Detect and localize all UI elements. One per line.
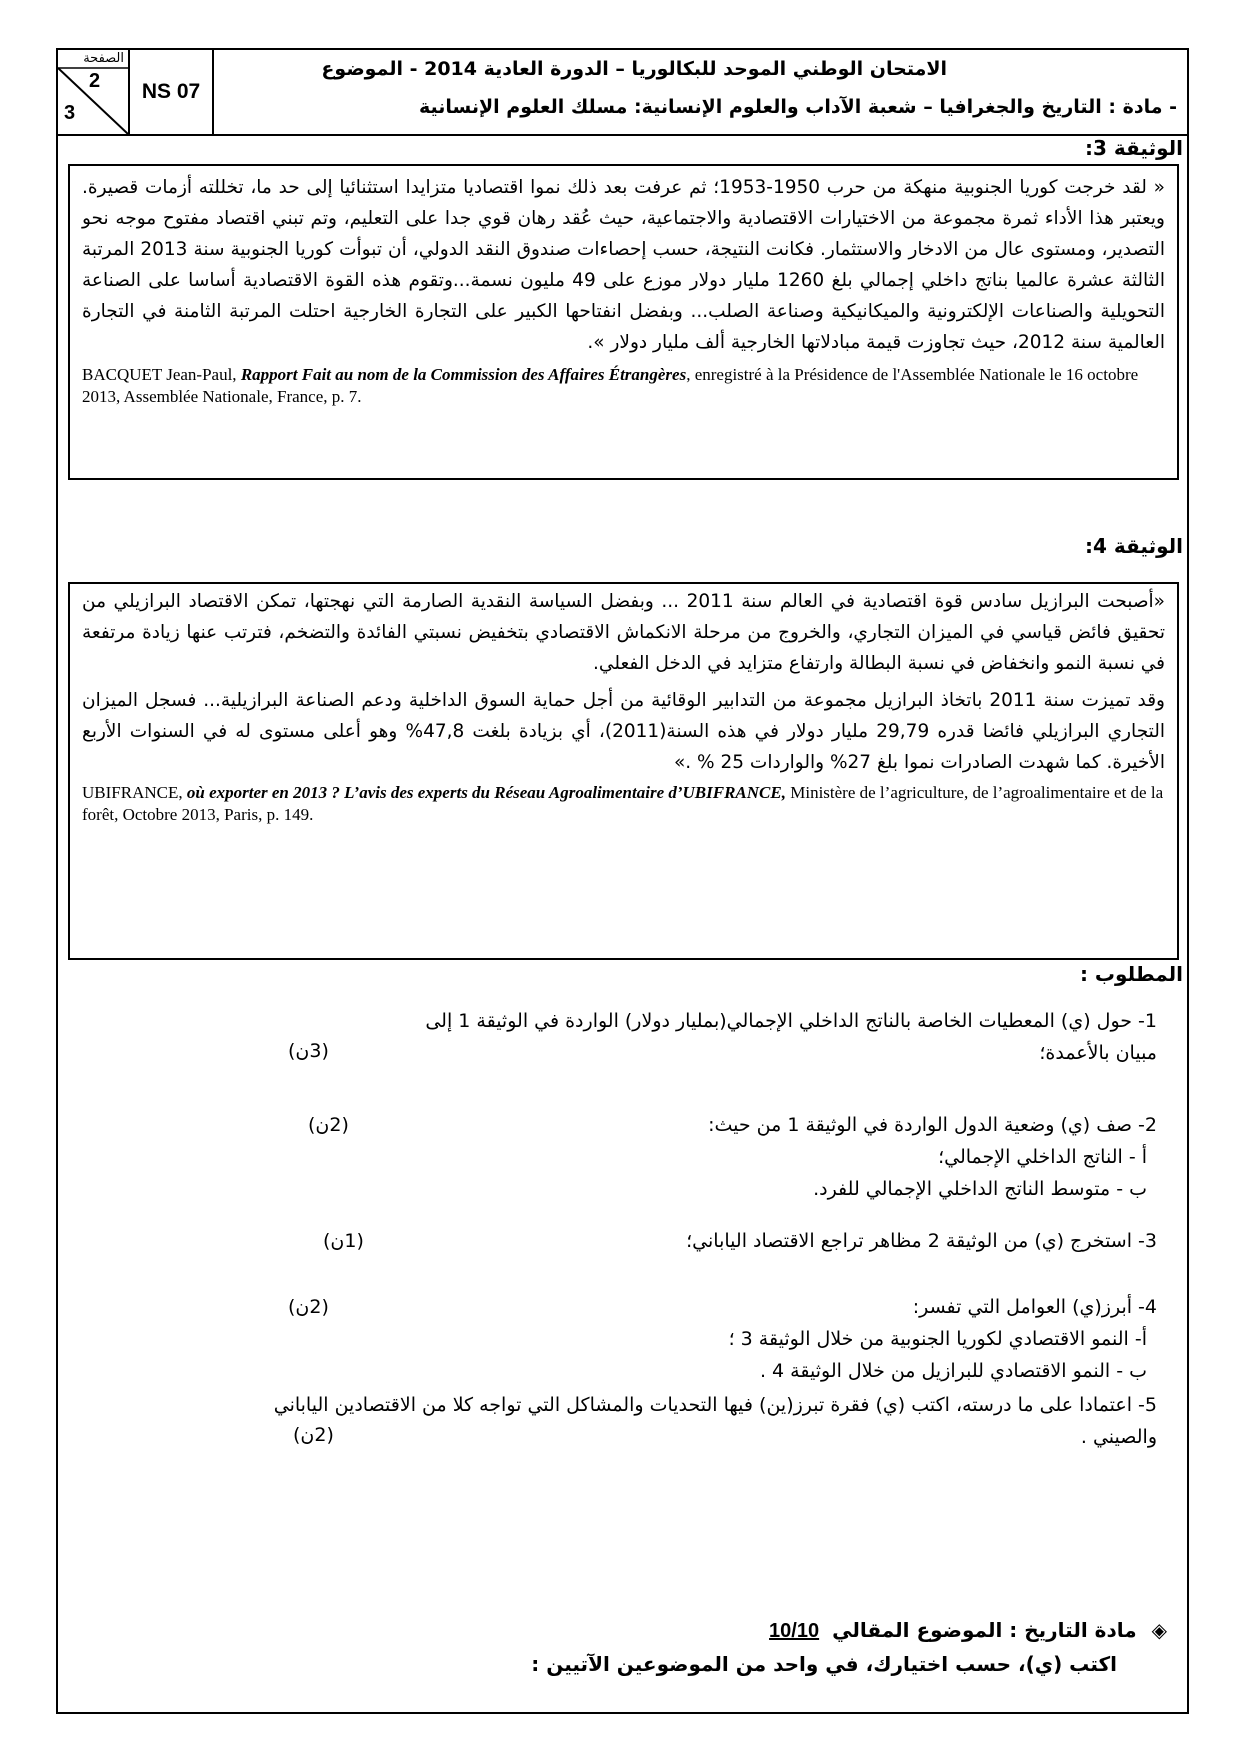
doc4-label: الوثيقة 4:: [1085, 534, 1183, 558]
question-5-line2: والصيني .: [1080, 1426, 1157, 1448]
question-2-b: ب - متوسط الناتج الداخلي الإجمالي للفرد.: [813, 1178, 1147, 1200]
page-number: 2: [89, 70, 101, 92]
essay-instruction: اكتب (ي)، حسب اختيارك، في واحد من الموضوعين الآتيين :: [531, 1652, 1117, 1676]
page-label: الصفحة: [83, 51, 124, 66]
doc4-para2: وقد تميزت سنة 2011 باتخاذ البرازيل مجموعة من التدابير الوقائية من أجل حماية السوق الداخلية ودعم الصناعة البرازيلية... فسجل الميزان التجاري البرازيلي فائضا قدره 29,79 مليار دولار في هذه السنة(2011)، أي بزيادة بلغت 47,8% وهو أعلى مستوى له في السنوات الأربع الأخيرة. كما شهدت الصادرات نموا بلغ 27% والواردات 25 % .»: [82, 690, 1165, 773]
doc3-source-title: Rapport Fait au nom de la Commission des Affaires Étrangères: [240, 365, 687, 384]
question-4-b: ب - النمو الاقتصادي للبرازيل من خلال الوثيقة 4 .: [759, 1360, 1147, 1382]
doc4-source-author: UBIFRANCE,: [82, 783, 183, 802]
exam-title: الامتحان الوطني الموحد للبكالوريا – الدورة العادية 2014 - الموضوع: [321, 58, 947, 80]
doc3-source-author: BACQUET Jean-Paul,: [82, 365, 237, 384]
question-4-points: (2ن): [288, 1296, 329, 1318]
question-3-points: (1ن): [323, 1230, 364, 1252]
history-essay-score: 10/10: [769, 1620, 820, 1642]
doc3-box: [68, 164, 1179, 480]
question-1-line1: 1- حول (ي) المعطيات الخاصة بالناتج الداخلي الإجمالي(بمليار دولار) الواردة في الوثيقة 1 إلى: [425, 1010, 1157, 1032]
question-2-a: أ - الناتج الداخلي الإجمالي؛: [938, 1146, 1147, 1168]
question-2: 2- صف (ي) وضعية الدول الواردة في الوثيقة 1 من حيث:: [708, 1114, 1157, 1136]
page-number-box: [58, 50, 130, 134]
required-label: المطلوب :: [1079, 962, 1183, 986]
question-5-line1: 5- اعتمادا على ما درسته، اكتب (ي) فقرة تبرز(ين) فيها التحديات والمشاكل التي تواجه كلا من الاقتصادين الياباني: [273, 1394, 1157, 1416]
doc4-source-title: où exporter en 2013 ? L’avis des experts du Réseau Agroalimentaire d’UBIFRANCE,: [186, 783, 786, 802]
history-essay-title: مادة التاريخ : الموضوع المقالي: [832, 1618, 1137, 1642]
exam-code: NS 07: [130, 50, 214, 134]
page-total: 3: [64, 102, 76, 124]
doc4-para1: «أصبحت البرازيل سادس قوة اقتصادية في العالم سنة 2011 ... وبفضل السياسة النقدية الصارمة التي نهجتها، تمكن الاقتصاد البرازيلي من تحقيق فائض قياسي في الميزان التجاري، والخروج من مرحلة الانكماش الاقتصادي بتخفيض نسبتي الفائدة والتضخم، فترتب عنها زيادة مرتفعة في نسبة النمو وانخفاض في نسبة البطالة وارتفاع متزايد في الدخل الفعلي.: [82, 591, 1166, 674]
question-1-points: (3ن): [288, 1040, 329, 1062]
header-titles: [218, 50, 1177, 134]
exam-page: [56, 48, 1189, 1714]
doc4-source: [70, 782, 1177, 826]
question-5-points: (2ن): [293, 1424, 334, 1446]
doc3-label: الوثيقة 3:: [1085, 136, 1183, 160]
doc3-source-rest: , enregistré à la Présidence de l'Assemblée Nationale le 16 octobre 2013, Assemblée Nationale, France, p. 7.: [82, 365, 1139, 406]
exam-subject: - مادة : التاريخ والجغرافيا – شعبة الآداب والعلوم الإنسانية: مسلك العلوم الإنسانية: [418, 96, 1177, 118]
question-2-points: (2ن): [308, 1114, 349, 1136]
doc4-source-rest: Ministère de l’agriculture, de l’agroalimentaire et de la forêt, Octobre 2013, Paris, p. 149.: [82, 783, 1164, 824]
history-essay-heading: [769, 1618, 1167, 1643]
doc3-source: [70, 364, 1177, 408]
doc3-text: « لقد خرجت كوريا الجنوبية منهكة من حرب 1950-1953؛ ثم عرفت بعد ذلك نموا اقتصاديا متزايدا استثنائيا إلى حد ما، تخللته أزمات قصيرة. ويعتبر هذا الأداء ثمرة مجموعة من الاختيارات الاقتصادية والاجتماعية، حيث عُقد رهان قوي جدا على التعليم، وتم تبني اقتصاد مفتوح موجه نحو التصدير، ومستوى عال من الادخار والاستثمار. فكانت النتيجة، حسب إحصاءات صندوق النقد الدولي، أن تبوأت كوريا الجنوبية سنة 2013 المرتبة الثالثة عشرة عالميا بناتج داخلي إجمالي بلغ 1260 مليار دولار موزع على 49 مليون نسمة...وتقوم هذه القوة الاقتصادية أساسا على الصناعة التحويلية والصناعات الإلكترونية والميكانيكية وصناعة الصلب... وبفضل انفتاحها الكبير على التجارة الخارجية احتلت المرتبة الثامنة في التجارة العالمية سنة 2012، حيث تجاوزت قيمة مبادلاتها الخارجية ألف مليار دولار ».: [82, 177, 1165, 353]
exam-header: [58, 50, 1187, 136]
question-4-a: أ- النمو الاقتصادي لكوريا الجنوبية من خلال الوثيقة 3 ؛: [728, 1328, 1147, 1350]
question-4: 4- أبرز(ي) العوامل التي تفسر:: [912, 1296, 1157, 1318]
doc4-box: [68, 582, 1179, 960]
question-1-line2: مبيان بالأعمدة؛: [1039, 1042, 1157, 1064]
question-3: 3- استخرج (ي) من الوثيقة 2 مظاهر تراجع الاقتصاد الياباني؛: [686, 1230, 1157, 1252]
diamond-bullet-icon: ◈: [1151, 1618, 1167, 1642]
